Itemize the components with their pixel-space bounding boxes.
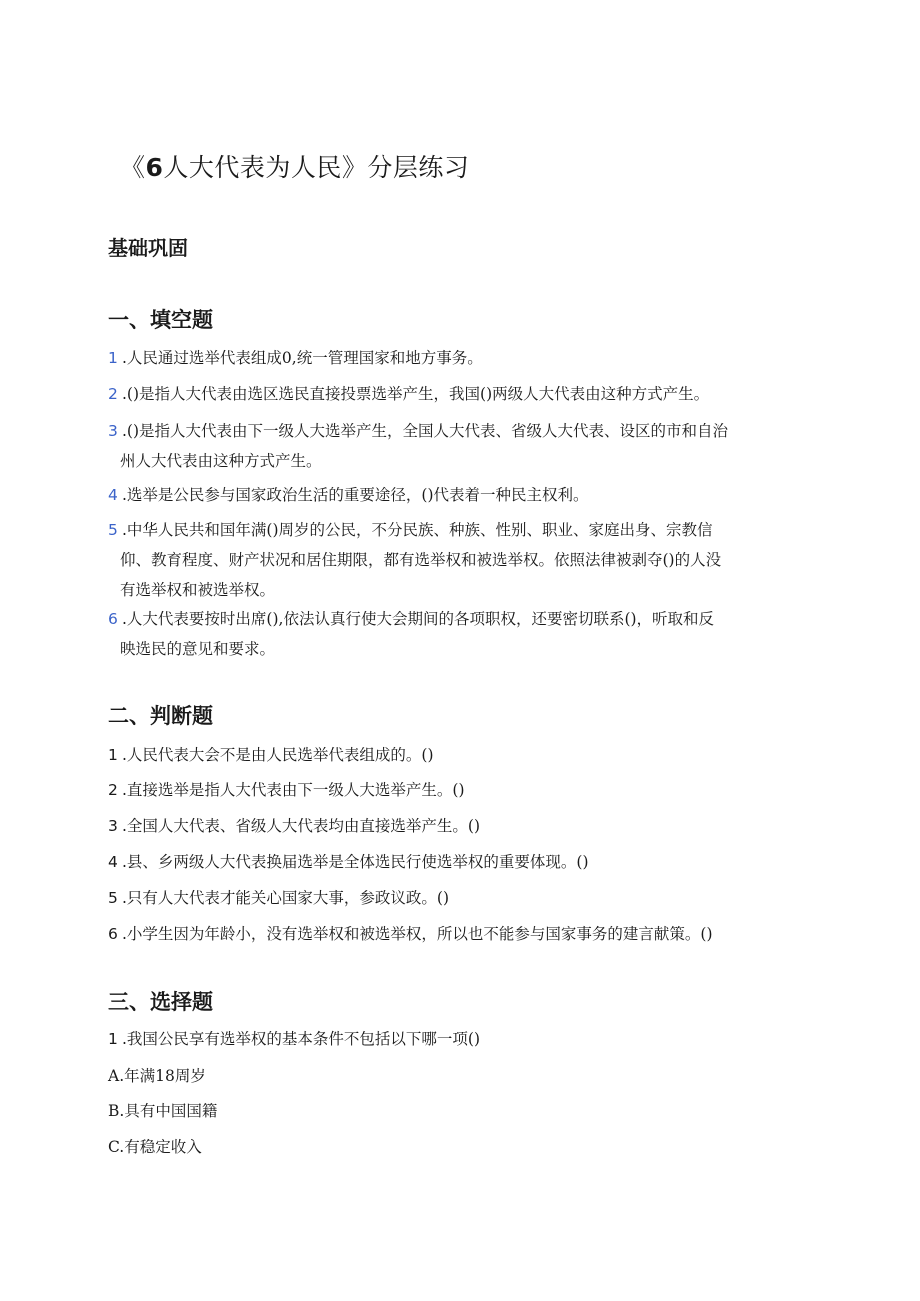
item-text: .人民通过选举代表组成0,统一管理国家和地方事务。: [122, 349, 483, 367]
item-text: .人大代表要按时出席(),依法认真行使大会期间的各项职权，还要密切联系()，听取和反: [122, 610, 715, 628]
fill-item: [108, 480, 808, 510]
item-text: .()是指人大代表由选区选民直接投票选举产生，我国()两级人大代表由这种方式产生。: [122, 385, 710, 403]
item-number: 5: [108, 521, 118, 539]
choice-option-b: B.具有中国国籍: [108, 1102, 218, 1120]
section-heading-judge: 二、判断题: [108, 704, 213, 728]
section-heading-fill: 一、填空题: [108, 308, 213, 332]
fill-item: [108, 604, 808, 664]
item-number: 2: [108, 781, 118, 799]
item-text: .我国公民享有选举权的基本条件不包括以下哪一项(): [122, 1030, 481, 1048]
item-number: 4: [108, 853, 118, 871]
judge-item: [108, 775, 808, 805]
item-number: 3: [108, 422, 118, 440]
item-text-continued: 仰、教育程度、财产状况和居住期限，都有选举权和被选举权。依照法律被剥夺()的人没: [120, 551, 722, 569]
item-text: .()是指人大代表由下一级人大选举产生，全国人大代表、省级人大代表、设区的市和自治: [122, 422, 729, 440]
section-heading-choice: 三、选择题: [108, 990, 213, 1014]
judge-item: [108, 740, 808, 770]
item-number: 4: [108, 486, 118, 504]
choice-item: [108, 1024, 808, 1054]
item-number: 3: [108, 817, 118, 835]
choice-option-c: C.有稳定收入: [108, 1138, 202, 1156]
item-text: .全国人大代表、省级人大代表均由直接选举产生。(): [122, 817, 481, 835]
choice-option-a: A.年满18周岁: [108, 1067, 206, 1085]
item-text-continued: 有选举权和被选举权。: [120, 581, 276, 599]
item-number: 6: [108, 925, 118, 943]
item-text-continued: 映选民的意见和要求。: [120, 640, 276, 658]
document-title: [120, 148, 469, 184]
item-text: .直接选举是指人大代表由下一级人大选举产生。(): [122, 781, 465, 799]
item-text: .县、乡两级人大代表换届选举是全体选民行使选举权的重要体现。(): [122, 853, 589, 871]
item-number: 1: [108, 1030, 118, 1048]
title-prefix: 《: [120, 153, 146, 182]
title-number: 6: [145, 153, 164, 182]
fill-item: [108, 416, 808, 476]
item-number: 6: [108, 610, 118, 628]
item-text: .中华人民共和国年满()周岁的公民，不分民族、种族、性别、职业、家庭出身、宗教信: [122, 521, 713, 539]
item-text: .只有人大代表才能关心国家大事，参政议政。(): [122, 889, 450, 907]
title-text: 人大代表为人民》分层练习: [163, 153, 470, 182]
item-text: .选举是公民参与国家政治生活的重要途径，()代表着一种民主权利。: [122, 486, 589, 504]
fill-item: [108, 379, 808, 409]
fill-item: [108, 515, 808, 605]
item-number: 1: [108, 349, 118, 367]
judge-item: [108, 919, 808, 949]
judge-item: [108, 847, 808, 877]
item-text-continued: 州人大代表由这种方式产生。: [120, 452, 322, 470]
judge-item: [108, 883, 808, 913]
subheading: 基础巩固: [108, 236, 188, 260]
judge-item: [108, 811, 808, 841]
item-text: .小学生因为年龄小，没有选举权和被选举权，所以也不能参与国家事务的建言献策。(): [122, 925, 713, 943]
fill-item: [108, 343, 808, 373]
item-text: .人民代表大会不是由人民选举代表组成的。(): [122, 746, 434, 764]
item-number: 1: [108, 746, 118, 764]
item-number: 5: [108, 889, 118, 907]
item-number: 2: [108, 385, 118, 403]
